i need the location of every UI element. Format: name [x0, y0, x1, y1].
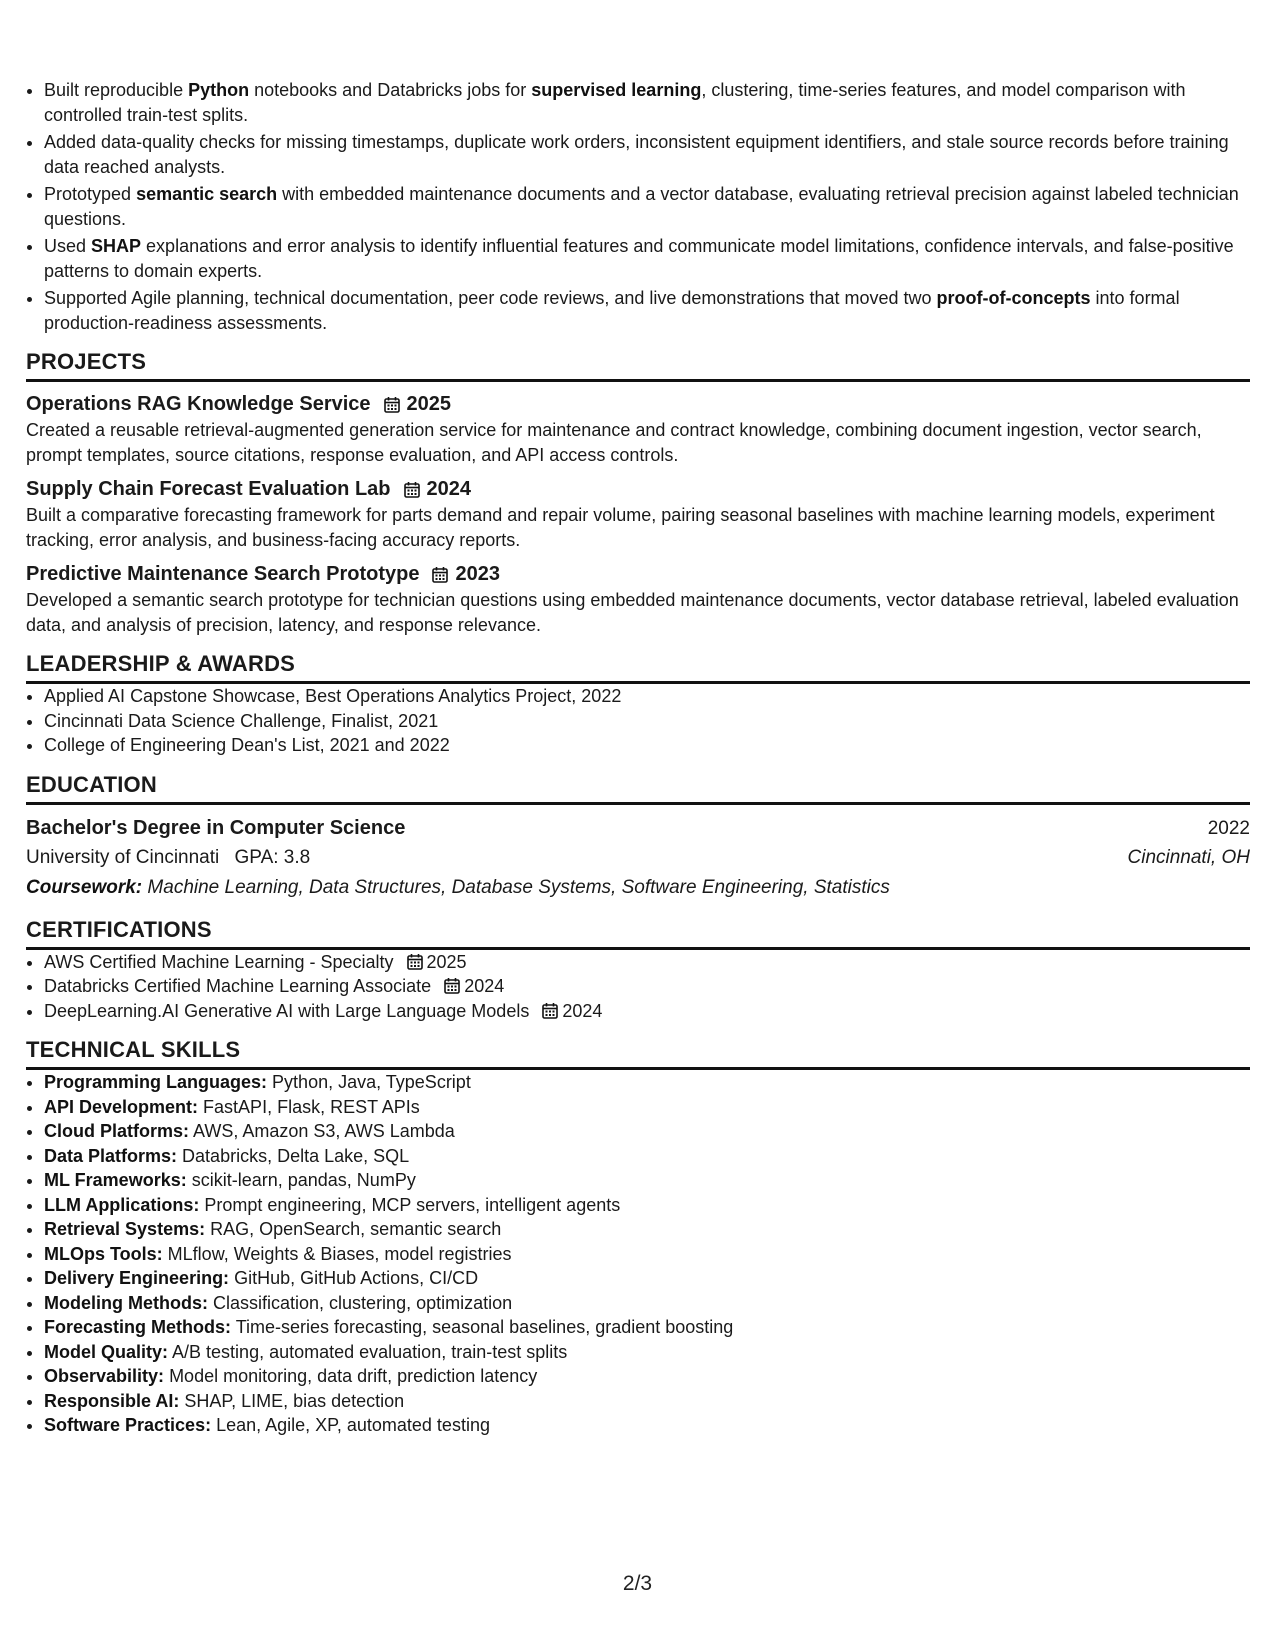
leadership-section [26, 651, 1250, 758]
education-section [26, 772, 1250, 903]
skill-values: MLflow, Weights & Biases, model registries [167, 1243, 512, 1264]
certification-name: DeepLearning.AI Generative AI with Large Language Models [44, 1000, 530, 1021]
skill-values: scikit-learn, pandas, NumPy [191, 1170, 416, 1190]
skill-category: Software Practices: [44, 1415, 212, 1435]
skill-item [44, 1217, 1250, 1242]
skill-category: MLOps Tools: [44, 1243, 163, 1264]
award-item: • Applied AI Capstone Showcase, Best Operations Analytics Project, 2022 [44, 684, 1250, 709]
bullet-text: into formal production-readiness assessments. [44, 288, 1180, 333]
project-description: Created a reusable retrieval-augmented generation service for maintenance and contract knowledge, combining document ingestion, vector search, prompt templates, source citations, response evaluation, and API access controls. [26, 420, 1202, 465]
projects-section [26, 349, 1250, 637]
section-heading-skills: TECHNICAL SKILLS [26, 1037, 1250, 1070]
bullet-text: Used [44, 236, 92, 256]
calendar-icon [383, 395, 401, 413]
skill-item [44, 1340, 1250, 1365]
skill-values: SHAP, LIME, bias detection [184, 1390, 405, 1411]
project-title: Predictive Maintenance Search Prototype [26, 563, 420, 585]
skill-item [44, 1242, 1250, 1267]
school-name: University of Cincinnati [26, 846, 220, 868]
graduation-year: 2022 [1207, 817, 1250, 839]
skill-item [44, 1389, 1250, 1414]
skill-values: Classification, clustering, optimization [213, 1292, 513, 1313]
skill-values: AWS, Amazon S3, AWS Lambda [193, 1121, 455, 1141]
degree-title: Bachelor's Degree in Computer Science [26, 816, 406, 839]
leadership-list [26, 684, 1250, 758]
skill-values: Time-series forecasting, seasonal baselines, gradient boosting [235, 1317, 734, 1337]
skill-item [44, 1095, 1250, 1120]
award-item: • College of Engineering Dean's List, 2021 and 2022 [44, 733, 1250, 758]
education-entry [26, 813, 1250, 903]
skill-category: Responsible AI: [44, 1390, 180, 1411]
experience-bullets [26, 78, 1250, 335]
skill-values: Python, Java, TypeScript [272, 1072, 471, 1092]
skills-list [26, 1070, 1250, 1438]
coursework-list: Machine Learning, Data Structures, Database Systems, Software Engineering, Statistics [147, 876, 890, 898]
experience-bullet [44, 182, 1250, 231]
bullet-keyword: SHAP [91, 236, 142, 256]
bullet-keyword: semantic search [136, 184, 278, 204]
experience-bullet [44, 234, 1250, 283]
certification-item [44, 950, 1250, 975]
certification-date [443, 976, 504, 996]
certifications-list [26, 950, 1250, 1024]
calendar-icon [541, 1002, 559, 1020]
project-header [26, 476, 1250, 502]
skill-item [44, 1144, 1250, 1169]
bullet-keyword: Python [188, 80, 250, 100]
skill-item [44, 1168, 1250, 1193]
project-year: 2024 [426, 478, 472, 500]
skill-item [44, 1070, 1250, 1095]
project-entry [26, 561, 1250, 637]
award-item: • Cincinnati Data Science Challenge, Finalist, 2021 [44, 709, 1250, 734]
section-heading-certifications: CERTIFICATIONS [26, 917, 1250, 950]
bullet-text: with embedded maintenance documents and a vector database, evaluating retrieval precision against labeled technician questions. [44, 184, 1239, 229]
certification-year: 2024 [464, 976, 505, 996]
certification-name: Databricks Certified Machine Learning Associate [44, 976, 432, 996]
bullet-keyword: supervised learning [531, 80, 702, 100]
project-description: Built a comparative forecasting framework for parts demand and repair volume, pairing seasonal baselines with machine learning models, experiment tracking, error analysis, and business-facing accuracy reports. [26, 505, 1215, 550]
bullet-keyword: proof-of-concepts [936, 288, 1091, 308]
certification-date [406, 952, 467, 972]
skill-item [44, 1119, 1250, 1144]
skill-category: ML Frameworks: [44, 1170, 187, 1190]
section-heading-education: EDUCATION [26, 772, 1250, 805]
certifications-section [26, 917, 1250, 1024]
project-title: Supply Chain Forecast Evaluation Lab [26, 478, 391, 500]
section-heading-projects: PROJECTS [26, 349, 1250, 382]
school-location: Cincinnati, OH [1127, 846, 1250, 868]
calendar-icon [431, 565, 449, 583]
resume-page [26, 78, 1250, 1438]
skill-category: Data Platforms: [44, 1145, 178, 1166]
gpa: GPA: 3.8 [234, 846, 311, 868]
skills-section [26, 1037, 1250, 1438]
skill-category: Programming Languages: [44, 1072, 268, 1092]
certification-name: AWS Certified Machine Learning - Specialty [44, 951, 394, 972]
project-entry [26, 391, 1250, 467]
project-header [26, 561, 1250, 587]
certification-date [541, 1001, 602, 1021]
page-number: 2/3 [622, 1572, 653, 1595]
skill-category: Model Quality: [44, 1341, 169, 1362]
skill-values: Databricks, Delta Lake, SQL [182, 1145, 410, 1166]
coursework-label: Coursework: [26, 876, 143, 898]
skill-values: Model monitoring, data drift, prediction latency [169, 1366, 538, 1386]
skill-item [44, 1315, 1250, 1340]
skill-category: Observability: [44, 1366, 165, 1386]
skill-values: FastAPI, Flask, REST APIs [203, 1096, 420, 1117]
skill-item [44, 1413, 1250, 1438]
bullet-text: , clustering, time-series features, and model comparison with controlled train-test splits. [44, 80, 1186, 125]
coursework [26, 873, 1250, 903]
calendar-icon [443, 977, 461, 995]
certification-year: 2025 [426, 951, 467, 972]
certification-item [44, 999, 1250, 1024]
skill-category: Retrieval Systems: [44, 1219, 206, 1239]
skill-values: A/B testing, automated evaluation, train-test splits [172, 1341, 568, 1362]
bullet-text: Prototyped [44, 184, 137, 204]
calendar-icon [403, 480, 421, 498]
skill-category: Forecasting Methods: [44, 1317, 232, 1337]
section-heading-leadership: LEADERSHIP & AWARDS [26, 651, 1250, 684]
project-title: Operations RAG Knowledge Service [26, 393, 371, 415]
skill-item [44, 1364, 1250, 1389]
skill-values: GitHub, GitHub Actions, CI/CD [234, 1268, 479, 1288]
project-entry [26, 476, 1250, 552]
skill-values: Prompt engineering, MCP servers, intelligent agents [204, 1194, 621, 1215]
skill-category: LLM Applications: [44, 1194, 200, 1215]
bullet-text: Added data-quality checks for missing timestamps, duplicate work orders, inconsistent equipment identifiers, and stale source records before training data reached analysts. [44, 132, 1229, 177]
certification-year: 2024 [562, 1000, 603, 1021]
skill-values: RAG, OpenSearch, semantic search [210, 1219, 502, 1239]
experience-bullet [44, 130, 1250, 179]
bullet-text: Supported Agile planning, technical documentation, peer code reviews, and live demonstrations that moved two [44, 288, 937, 308]
skill-item [44, 1193, 1250, 1218]
project-description: Developed a semantic search prototype for technician questions using embedded maintenance documents, vector database retrieval, labeled evaluation data, and analysis of precision, latency, and response relevance. [26, 590, 1239, 635]
bullet-text: notebooks and Databricks jobs for [249, 80, 532, 100]
skill-category: API Development: [44, 1096, 199, 1117]
skill-category: Modeling Methods: [44, 1292, 208, 1313]
bullet-text: Built reproducible [44, 80, 189, 100]
skill-item [44, 1291, 1250, 1316]
project-header [26, 391, 1250, 417]
calendar-icon [406, 953, 424, 971]
skill-category: Cloud Platforms: [44, 1121, 190, 1141]
skill-item [44, 1266, 1250, 1291]
project-year: 2023 [455, 563, 500, 585]
project-year: 2025 [406, 393, 452, 415]
experience-bullet [44, 286, 1250, 335]
bullet-text: explanations and error analysis to identify influential features and communicate model limitations, confidence intervals, and false-positive patterns to domain experts. [44, 236, 1234, 281]
certification-item [44, 974, 1250, 999]
experience-bullet [44, 78, 1250, 127]
skill-category: Delivery Engineering: [44, 1268, 230, 1288]
skill-values: Lean, Agile, XP, automated testing [216, 1415, 490, 1435]
